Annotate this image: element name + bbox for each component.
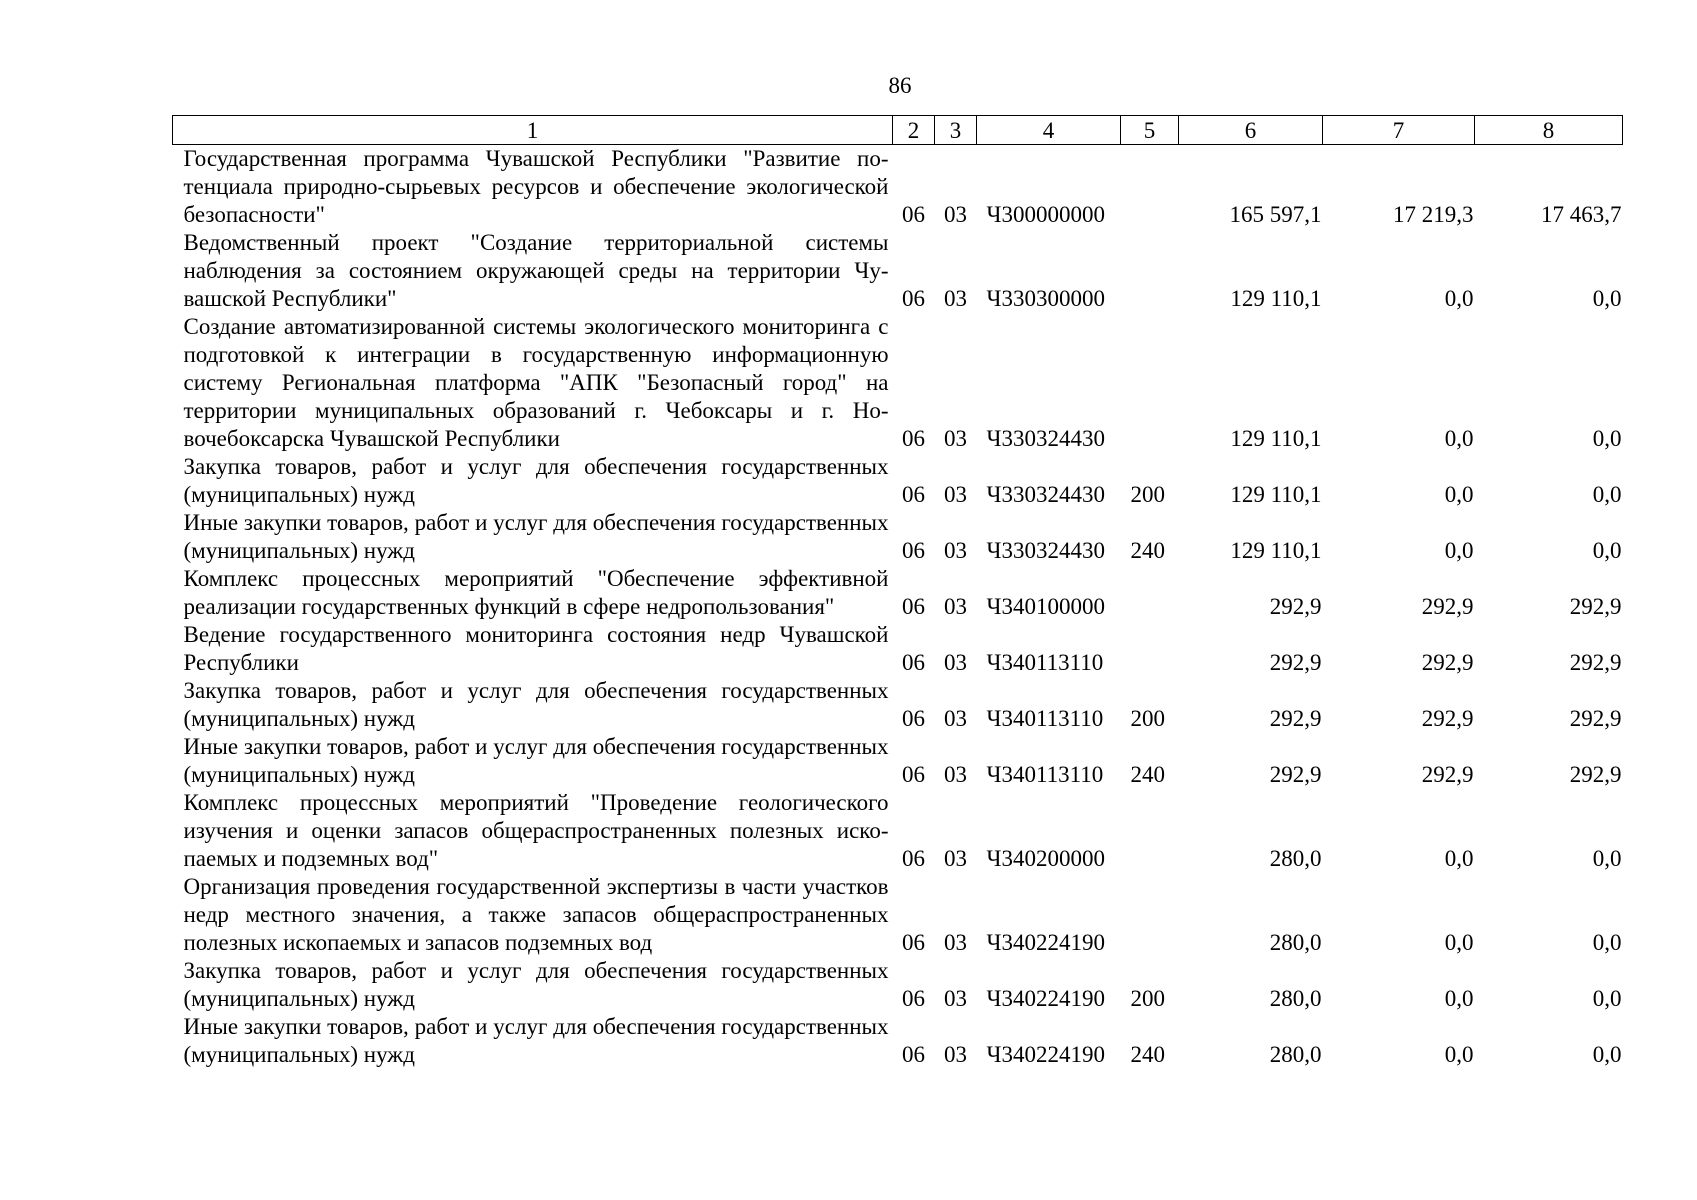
amount-col7-cell: 0,0 <box>1444 286 1474 311</box>
expense-type-cell <box>1121 873 1179 957</box>
column-header: 4 <box>977 116 1121 145</box>
amount-col6-cell: 129 110,1 <box>1230 426 1322 451</box>
column-header: 6 <box>1179 116 1323 145</box>
amount-col7-cell: 0,0 <box>1444 426 1474 451</box>
column-header: 1 <box>173 116 893 145</box>
amount-col7-cell: 0,0 <box>1444 930 1474 955</box>
amount-col7-cell: 292,9 <box>1421 594 1474 619</box>
target-article-cell: Ч330300000 <box>986 286 1105 311</box>
row-name-cell: Иные закупки товаров, работ и услуг для обеспечения государственных (муниципальных) нужд <box>183 734 889 787</box>
amount-col8-cell: 0,0 <box>1592 930 1622 955</box>
amount-col7-cell: 292,9 <box>1421 706 1474 731</box>
target-article-cell: Ч340113110 <box>986 706 1104 731</box>
amount-col6-cell: 280,0 <box>1269 986 1322 1011</box>
expense-type-cell <box>1121 313 1179 453</box>
amount-col7-cell: 0,0 <box>1444 846 1474 871</box>
section-code-cell: 06 <box>902 650 925 675</box>
amount-col7-cell: 0,0 <box>1444 538 1474 563</box>
amount-col6-cell: 280,0 <box>1269 846 1322 871</box>
expense-type-cell <box>1121 229 1179 313</box>
subsection-code-cell: 03 <box>944 650 967 675</box>
table-row <box>173 873 1623 957</box>
section-code-cell: 06 <box>902 986 925 1011</box>
amount-col6-cell: 129 110,1 <box>1230 482 1322 507</box>
table-row <box>173 677 1623 733</box>
expense-type-cell <box>1121 145 1179 230</box>
subsection-code-cell: 03 <box>944 930 967 955</box>
table-row <box>173 957 1623 1013</box>
amount-col8-cell: 0,0 <box>1592 286 1622 311</box>
target-article-cell: Ч330324430 <box>986 482 1105 507</box>
row-name-cell: Закупка товаров, работ и услуг для обеспечения государственных (муниципальных) нужд <box>183 454 889 507</box>
amount-col8-cell: 292,9 <box>1569 706 1622 731</box>
section-code-cell: 06 <box>902 426 925 451</box>
expense-type-cell <box>1121 789 1179 873</box>
row-name-cell: Ведение государственного мониторинга состояния недр Чувашской Республики <box>183 622 889 675</box>
row-name-cell: Комплекс процессных мероприятий "Проведение геологического изучения и оценки запасов общераспространенных полезных ископаемых и подземных вод" <box>183 790 889 871</box>
target-article-cell: Ч340200000 <box>986 846 1105 871</box>
amount-col8-cell: 0,0 <box>1592 426 1622 451</box>
target-article-cell: Ч340224190 <box>986 1042 1105 1067</box>
table-row <box>173 1013 1623 1069</box>
amount-col8-cell: 292,9 <box>1569 762 1622 787</box>
amount-col6-cell: 292,9 <box>1269 762 1322 787</box>
subsection-code-cell: 03 <box>944 538 967 563</box>
table-row <box>173 453 1623 509</box>
amount-col7-cell: 0,0 <box>1444 986 1474 1011</box>
column-header: 5 <box>1121 116 1179 145</box>
row-name-cell: Организация проведения государственной экспертизы в части участков недр местного значения, а также запасов общераспространенных полезных ископаемых и запасов подземных вод <box>183 874 889 955</box>
expense-type-cell: 200 <box>1130 706 1165 731</box>
target-article-cell: Ч340113110 <box>986 762 1104 787</box>
amount-col6-cell: 129 110,1 <box>1230 286 1322 311</box>
target-article-cell: Ч340113110 <box>986 650 1104 675</box>
target-article-cell: Ч330324430 <box>986 426 1105 451</box>
table-row <box>173 733 1623 789</box>
table-row <box>173 229 1623 313</box>
table-row <box>173 789 1623 873</box>
expense-type-cell: 200 <box>1130 986 1165 1011</box>
subsection-code-cell: 03 <box>944 286 967 311</box>
table-row <box>173 621 1623 677</box>
page-number: 86 <box>888 73 912 98</box>
section-code-cell: 06 <box>902 594 925 619</box>
amount-col8-cell: 0,0 <box>1592 986 1622 1011</box>
section-code-cell: 06 <box>902 538 925 563</box>
subsection-code-cell: 03 <box>944 202 967 227</box>
column-header: 7 <box>1323 116 1475 145</box>
section-code-cell: 06 <box>902 482 925 507</box>
expense-type-cell <box>1121 565 1179 621</box>
amount-col6-cell: 280,0 <box>1269 1042 1322 1067</box>
amount-col8-cell: 0,0 <box>1592 482 1622 507</box>
row-name-cell: Государственная программа Чувашской Республики "Развитие потенциала природно-сырьевых ресурсов и обеспечение экологической безопасности" <box>183 146 889 227</box>
column-header: 2 <box>893 116 935 145</box>
subsection-code-cell: 03 <box>944 846 967 871</box>
budget-table <box>172 115 1623 1069</box>
subsection-code-cell: 03 <box>944 594 967 619</box>
subsection-code-cell: 03 <box>944 762 967 787</box>
amount-col6-cell: 292,9 <box>1269 706 1322 731</box>
row-name-cell: Иные закупки товаров, работ и услуг для обеспечения государственных (муниципальных) нужд <box>183 510 889 563</box>
amount-col6-cell: 292,9 <box>1269 650 1322 675</box>
target-article-cell: Ч330324430 <box>986 538 1105 563</box>
target-article-cell: Ч340100000 <box>986 594 1105 619</box>
row-name-cell: Создание автоматизированной системы экологического мониторинга с подготовкой к интеграции в государственную информационную систему Региональная платформа "АПК "Безопасный город" на территории муниципальных образований г. Чебоксары и г. Новочебоксарска Чувашской Республики <box>183 314 889 451</box>
section-code-cell: 06 <box>902 286 925 311</box>
section-code-cell: 06 <box>902 202 925 227</box>
target-article-cell: Ч340224190 <box>986 986 1105 1011</box>
subsection-code-cell: 03 <box>944 986 967 1011</box>
amount-col8-cell: 292,9 <box>1569 594 1622 619</box>
table-row <box>173 509 1623 565</box>
section-code-cell: 06 <box>902 762 925 787</box>
section-code-cell: 06 <box>902 706 925 731</box>
row-name-cell: Комплекс процессных мероприятий "Обеспечение эффективной реализации государственных функций в сфере недропользования" <box>183 566 889 619</box>
column-header: 3 <box>935 116 977 145</box>
amount-col6-cell: 280,0 <box>1269 930 1322 955</box>
subsection-code-cell: 03 <box>944 482 967 507</box>
amount-col8-cell: 0,0 <box>1592 538 1622 563</box>
amount-col8-cell: 0,0 <box>1592 1042 1622 1067</box>
expense-type-cell: 240 <box>1130 1042 1165 1067</box>
column-header: 8 <box>1475 116 1623 145</box>
row-name-cell: Ведомственный проект "Создание территориальной системы наблюдения за состоянием окружающей среды на территории Чувашской Республики" <box>183 230 889 311</box>
amount-col6-cell: 129 110,1 <box>1230 538 1322 563</box>
amount-col8-cell: 17 463,7 <box>1541 202 1622 227</box>
amount-col7-cell: 0,0 <box>1444 482 1474 507</box>
expense-type-cell: 240 <box>1130 762 1165 787</box>
amount-col6-cell: 165 597,1 <box>1229 202 1322 227</box>
expense-type-cell: 200 <box>1130 482 1165 507</box>
table-row <box>173 145 1623 230</box>
row-name-cell: Закупка товаров, работ и услуг для обеспечения государственных (муниципальных) нужд <box>183 958 889 1011</box>
row-name-cell: Иные закупки товаров, работ и услуг для обеспечения государственных (муниципальных) нужд <box>183 1014 889 1067</box>
subsection-code-cell: 03 <box>944 706 967 731</box>
amount-col8-cell: 292,9 <box>1569 650 1622 675</box>
expense-type-cell <box>1121 621 1179 677</box>
column-numbers-row <box>173 116 1623 145</box>
section-code-cell: 06 <box>902 1042 925 1067</box>
section-code-cell: 06 <box>902 930 925 955</box>
target-article-cell: Ч340224190 <box>986 930 1105 955</box>
target-article-cell: Ч300000000 <box>986 202 1105 227</box>
amount-col7-cell: 292,9 <box>1421 650 1474 675</box>
amount-col7-cell: 0,0 <box>1444 1042 1474 1067</box>
amount-col7-cell: 17 219,3 <box>1393 202 1474 227</box>
amount-col6-cell: 292,9 <box>1269 594 1322 619</box>
subsection-code-cell: 03 <box>944 1042 967 1067</box>
row-name-cell: Закупка товаров, работ и услуг для обеспечения государственных (муниципальных) нужд <box>183 678 889 731</box>
subsection-code-cell: 03 <box>944 426 967 451</box>
amount-col8-cell: 0,0 <box>1592 846 1622 871</box>
section-code-cell: 06 <box>902 846 925 871</box>
table-row <box>173 313 1623 453</box>
amount-col7-cell: 292,9 <box>1421 762 1474 787</box>
table-body <box>173 145 1623 1070</box>
expense-type-cell: 240 <box>1130 538 1165 563</box>
table-row <box>173 565 1623 621</box>
